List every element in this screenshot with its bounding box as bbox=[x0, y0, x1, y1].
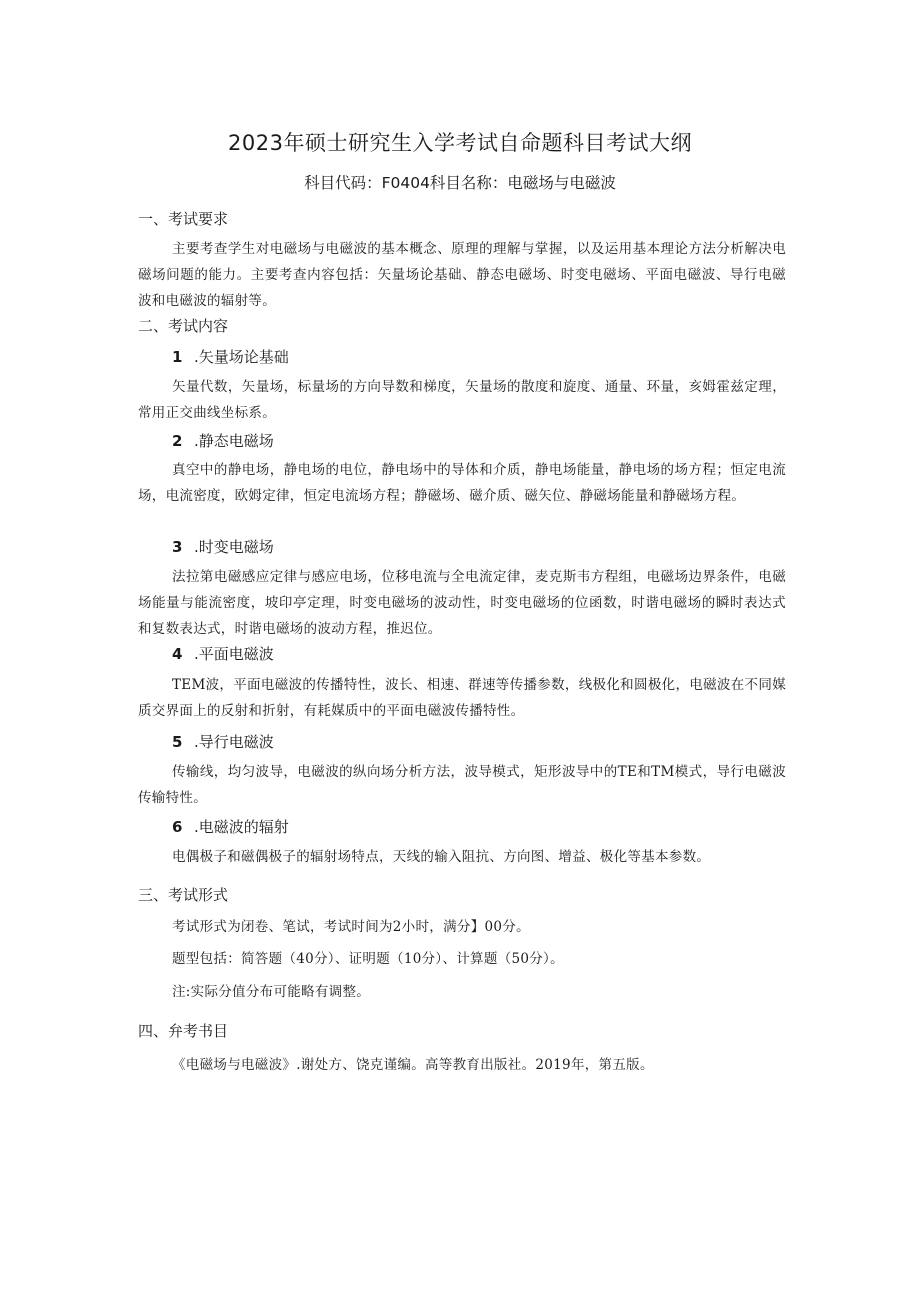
content-item-3-heading bbox=[172, 536, 274, 557]
content-item-5-text: 传输线，均匀波导，电磁波的纵向场分析方法，波导模式，矩形波导中的TE和TM模式，导行电磁波传输特性。 bbox=[138, 764, 786, 806]
content-item-2-title: .静态电磁场 bbox=[194, 432, 274, 450]
content-item-3-text: 法拉第电磁感应定律与感应电场，位移电流与全电流定律，麦克斯韦方程组，电磁场边界条件，电磁场能量与能流密度，坡印亭定理，时变电磁场的波动性，时变电磁场的位函数，时谐电磁场的瞬时表达式和复数表达式，时谐电磁场的波动方程，推迟位。 bbox=[138, 569, 786, 637]
content-item-1-text: 矢量代数，矢量场，标量场的方向导数和梯度，矢量场的散度和旋度、通量、环量，亥姆霍兹定理，常用正交曲线坐标系。 bbox=[138, 379, 786, 421]
requirements-paragraph: 主要考查学生对电磁场与电磁波的基本概念、原理的理解与掌握，以及运用基本理论方法分析解决电磁场问题的能力。主要考查内容包括：矢量场论基础、静态电磁场、时变电磁场、平面电磁波、导行电磁波和电磁波的辐射等。 bbox=[138, 241, 786, 309]
content-item-1-number: 1 bbox=[172, 348, 183, 366]
content-item-4-title: .平面电磁波 bbox=[194, 645, 274, 663]
format-line-note: 注:实际分值分布可能略有调整。 bbox=[172, 984, 371, 1000]
section-heading-references: 四、弁考书目 bbox=[138, 1022, 229, 1040]
content-item-5-heading bbox=[172, 731, 274, 752]
content-item-1-heading bbox=[172, 346, 289, 367]
section-heading-requirements: 一、考试要求 bbox=[138, 210, 229, 228]
content-item-4-number: 4 bbox=[172, 645, 183, 663]
reference-book: 《电磁场与电磁波》.谢处方、饶克谨编。高等教育出版社。2019年，第五版。 bbox=[172, 1057, 654, 1073]
content-item-3-number: 3 bbox=[172, 538, 183, 556]
format-line-question-types: 题型包括：简答题（40分）、证明题（10分）、计算题（50分）。 bbox=[172, 951, 564, 967]
format-line-duration: 考试形式为闭卷、笔试，考试时间为2小时，满分】00分。 bbox=[172, 919, 530, 935]
section-heading-format: 三、考试形式 bbox=[138, 886, 229, 904]
content-item-1-title: .矢量场论基础 bbox=[194, 348, 289, 366]
content-item-4-heading bbox=[172, 643, 274, 664]
document-title: 2023年硕士研究生入学考试自命题科目考试大纲 bbox=[228, 131, 692, 155]
content-item-2-text: 真空中的静电场，静电场的电位，静电场中的导体和介质，静电场能量，静电场的场方程；恒定电流场，电流密度，欧姆定律，恒定电流场方程；静磁场、磁介质、磁矢位、静磁场能量和静磁场方程。 bbox=[138, 462, 786, 504]
content-item-5-number: 5 bbox=[172, 733, 183, 751]
content-item-3-title: .时变电磁场 bbox=[194, 538, 274, 556]
content-item-5-title: .导行电磁波 bbox=[194, 733, 274, 751]
content-item-6-heading bbox=[172, 816, 289, 837]
content-item-2-number: 2 bbox=[172, 432, 183, 450]
content-item-6-number: 6 bbox=[172, 818, 183, 836]
section-heading-content: 二、考试内容 bbox=[138, 317, 229, 335]
content-item-4-text: TEM波，平面电磁波的传播特性，波长、相速、群速等传播参数，线极化和圆极化，电磁波在不同媒质交界面上的反射和折射，有耗媒质中的平面电磁波传播特性。 bbox=[138, 677, 786, 719]
content-item-6-text: 电偶极子和磁偶极子的辐射场特点，天线的输入阻抗、方向图、增益、极化等基本参数。 bbox=[172, 849, 711, 865]
content-item-6-title: .电磁波的辐射 bbox=[194, 818, 289, 836]
content-item-2-heading bbox=[172, 430, 274, 451]
subject-code-and-name: 科目代码：F0404科目名称：电磁场与电磁波 bbox=[304, 174, 616, 192]
